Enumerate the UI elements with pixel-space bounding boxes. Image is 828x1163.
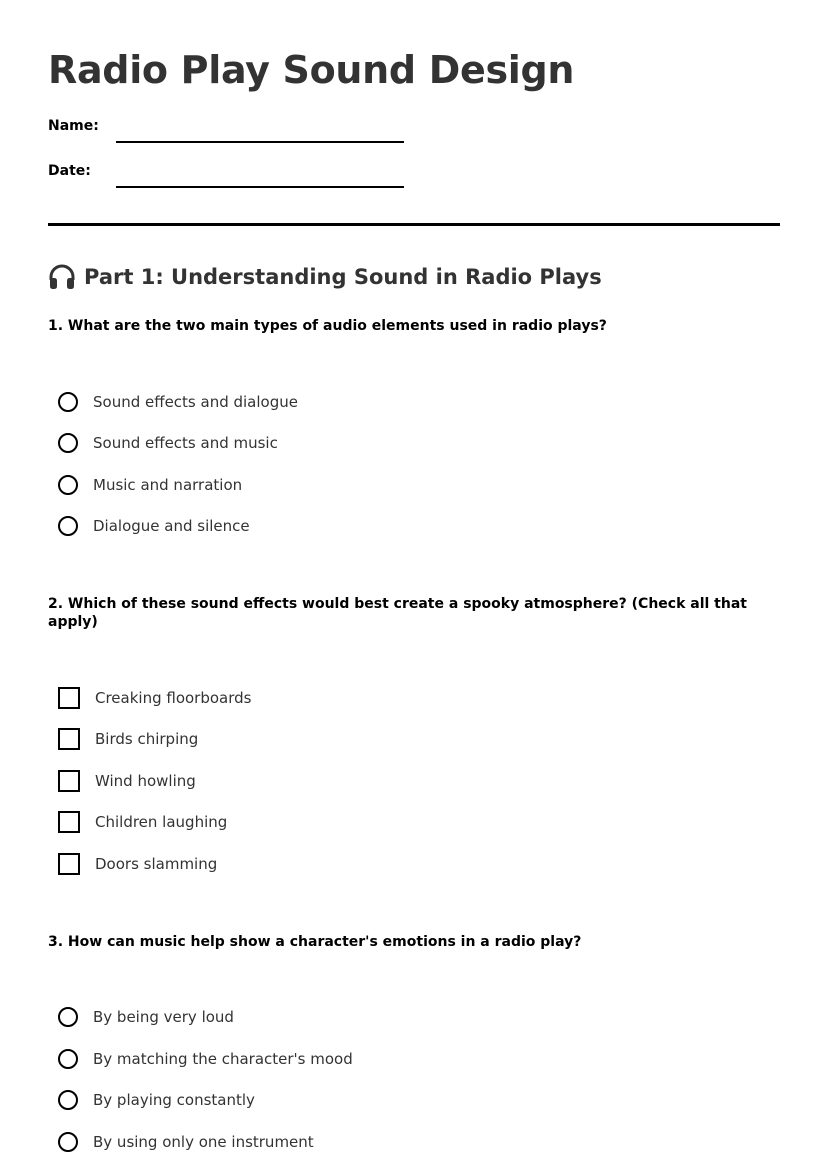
name-field[interactable] [116, 119, 404, 143]
headphones-icon [48, 264, 76, 290]
option-item[interactable] [48, 381, 780, 423]
option-item[interactable] [48, 997, 780, 1039]
question-2: 2. Which of these sound effects would best create a spooky atmosphere? (Check all that apply) [48, 596, 747, 630]
option-item[interactable] [48, 677, 780, 719]
option-item[interactable] [48, 464, 780, 506]
option-item[interactable] [48, 423, 780, 465]
option-label: By playing constantly [93, 1091, 255, 1110]
checkbox[interactable] [58, 853, 80, 875]
question-3-options [48, 997, 780, 1163]
option-label: By using only one instrument [93, 1132, 314, 1151]
question-3: 3. How can music help show a character's emotions in a radio play? [48, 933, 582, 950]
option-label: Birds chirping [95, 730, 199, 749]
option-item[interactable] [48, 719, 780, 761]
option-label: Wind howling [95, 771, 196, 790]
name-label: Name: [48, 118, 99, 134]
radio-button[interactable] [58, 1090, 78, 1110]
date-label: Date: [48, 163, 91, 179]
option-label: Children laughing [95, 813, 228, 832]
date-field-row [48, 160, 780, 182]
question-1: 1. What are the two main types of audio elements used in radio plays? [48, 318, 607, 334]
option-item[interactable] [48, 802, 780, 844]
option-item[interactable] [48, 1038, 780, 1080]
option-item[interactable] [48, 506, 780, 548]
question-1-options [48, 381, 780, 547]
option-item[interactable] [48, 1080, 780, 1122]
option-label: Creaking floorboards [95, 688, 252, 707]
section-title: Part 1: Understanding Sound in Radio Plays [84, 265, 602, 289]
section-heading [48, 263, 780, 291]
option-item[interactable] [48, 1121, 780, 1163]
option-label: Music and narration [93, 475, 243, 494]
radio-button[interactable] [58, 516, 78, 536]
radio-button[interactable] [58, 1007, 78, 1027]
option-label: Sound effects and music [93, 434, 278, 453]
radio-button[interactable] [58, 392, 78, 412]
date-field[interactable] [116, 164, 404, 188]
option-item[interactable] [48, 760, 780, 802]
checkbox[interactable] [58, 728, 80, 750]
radio-button[interactable] [58, 1132, 78, 1152]
option-label: By matching the character's mood [93, 1049, 353, 1068]
radio-button[interactable] [58, 475, 78, 495]
option-label: By being very loud [93, 1008, 234, 1027]
page-title: Radio Play Sound Design [48, 48, 575, 92]
option-item[interactable] [48, 843, 780, 885]
option-label: Doors slamming [95, 854, 218, 873]
radio-button[interactable] [58, 433, 78, 453]
question-2-options [48, 677, 780, 885]
checkbox[interactable] [58, 811, 80, 833]
name-field-row [48, 115, 780, 137]
radio-button[interactable] [58, 1049, 78, 1069]
option-label: Dialogue and silence [93, 517, 250, 536]
checkbox[interactable] [58, 770, 80, 792]
option-label: Sound effects and dialogue [93, 392, 298, 411]
checkbox[interactable] [58, 687, 80, 709]
header-divider [48, 223, 780, 226]
